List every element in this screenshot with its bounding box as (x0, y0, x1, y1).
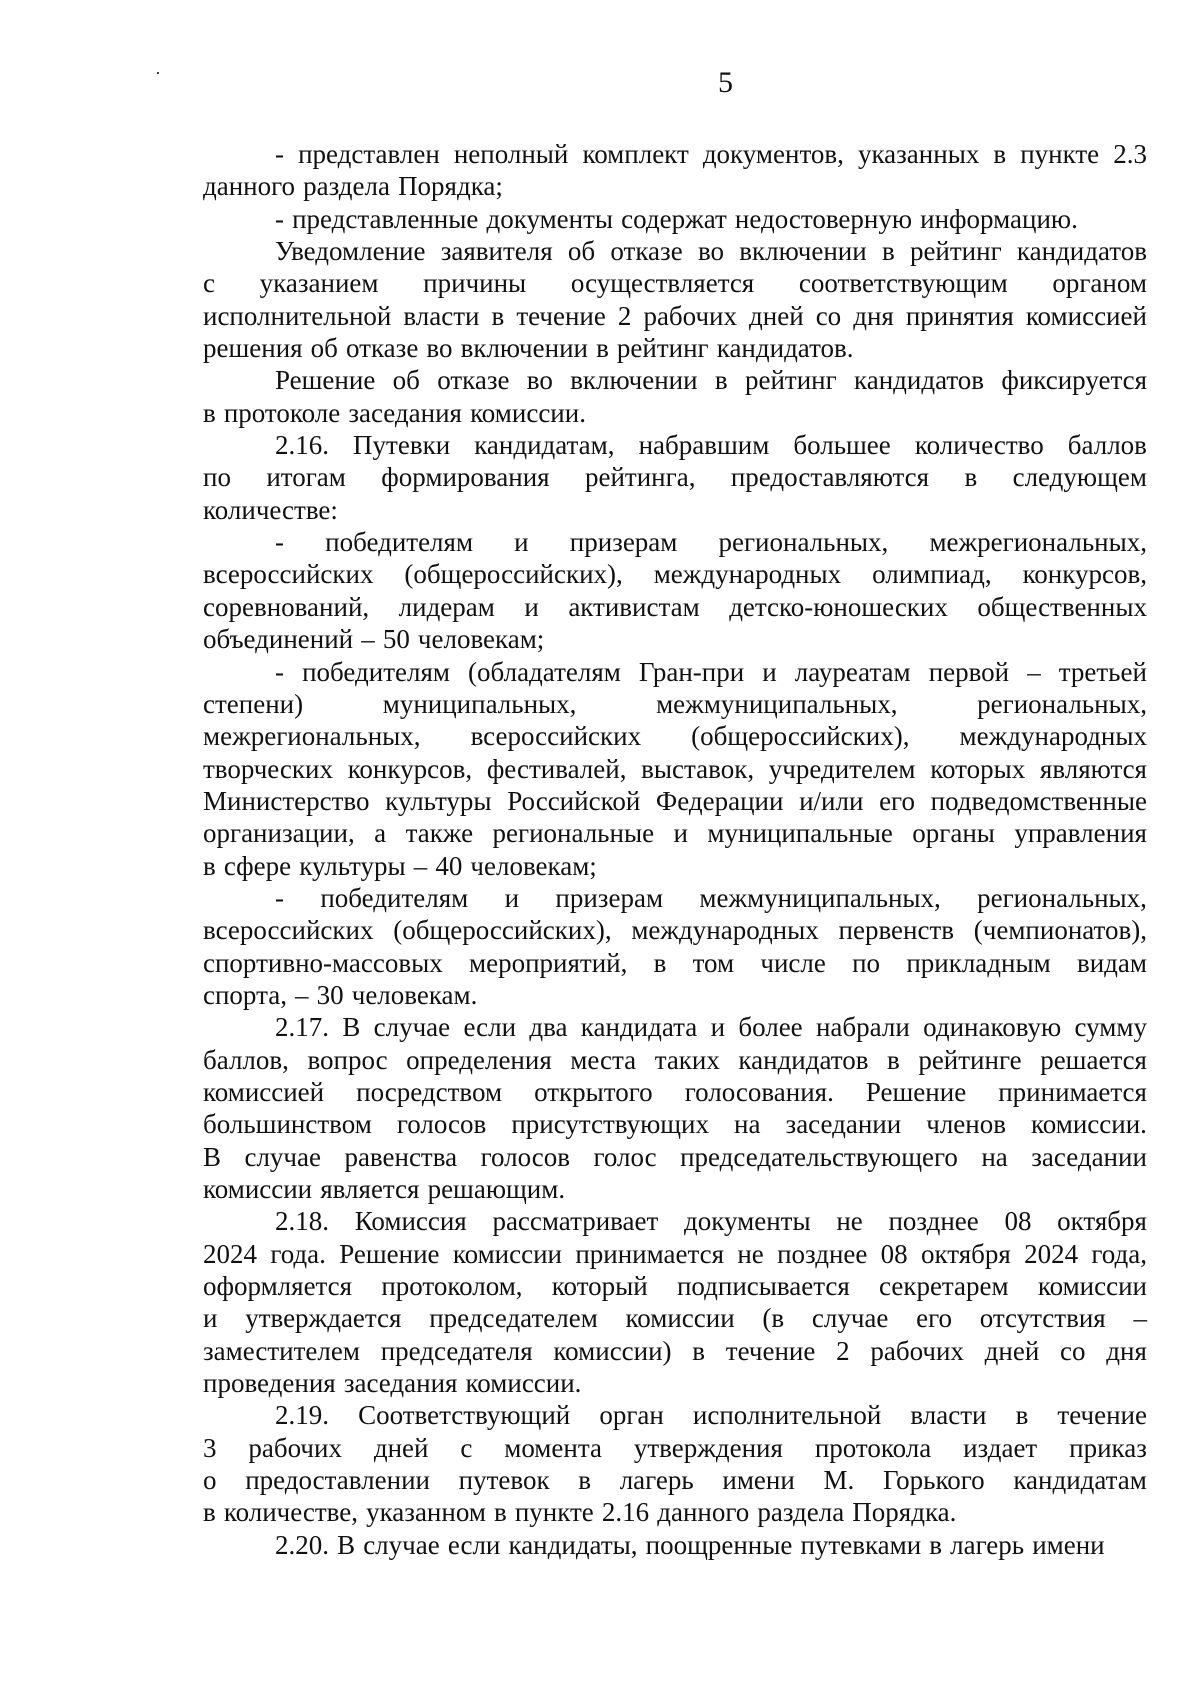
paragraph-p11 (203, 1399, 1147, 1528)
text-line: по итогам формирования рейтинга, предоставляются в следующем (203, 462, 1147, 493)
text-line: 2.17. В случае если два кандидата и более набрали одинаковую сумму (275, 1012, 1147, 1043)
text-line: всероссийских (общероссийских), международных первенств (чемпионатов), (203, 915, 1147, 946)
text-line: с указанием причины осуществляется соответствующим органом (203, 268, 1147, 299)
paragraph-p10 (203, 1205, 1147, 1399)
document-body (203, 138, 1147, 1561)
text-line: комиссией посредством открытого голосования. Решение принимается (203, 1076, 1147, 1107)
text-line: организации, а также региональные и муниципальные органы управления (203, 818, 1147, 849)
text-line: баллов, вопрос определения места таких кандидатов в рейтинге решается (203, 1044, 1147, 1075)
text-line: 2.19. Соответствующий орган исполнительной власти в течение (275, 1400, 1147, 1431)
paragraph-p6 (203, 526, 1147, 655)
text-line: и утверждается председателем комиссии (в случае его отсутствия – (203, 1303, 1147, 1334)
text-line: 2.20. В случае если кандидаты, поощренные путевками в лагерь имени (275, 1529, 1105, 1560)
text-line: 2024 года. Решение комиссии принимается не позднее 08 октября 2024 года, (203, 1238, 1147, 1269)
text-line: спортивно-массовых мероприятий, в том числе по прикладным видам (203, 947, 1147, 978)
text-line: о предоставлении путевок в лагерь имени М. Горького кандидатам (203, 1465, 1147, 1496)
text-line: Уведомление заявителя об отказе во включении в рейтинг кандидатов (275, 236, 1147, 267)
text-line: - победителям (обладателям Гран-при и лауреатам первой – третьей (275, 656, 1147, 687)
paragraph-p1 (203, 138, 1147, 203)
text-line: 2.16. Путевки кандидатам, набравшим большее количество баллов (275, 430, 1147, 461)
paragraph-p2 (203, 203, 1147, 235)
text-line: данного раздела Порядка; (203, 171, 503, 202)
paragraph-p3 (203, 235, 1147, 364)
text-line: спорта, – 30 человекам. (203, 979, 478, 1010)
paragraph-p12 (203, 1529, 1147, 1561)
text-line: объединений – 50 человекам; (203, 624, 545, 655)
text-line: в сфере культуры – 40 человекам; (203, 850, 597, 881)
text-line: оформляется протоколом, который подписывается секретарем комиссии (203, 1271, 1147, 1302)
text-line: количестве: (203, 494, 338, 525)
paragraph-p7 (203, 656, 1147, 882)
scan-speck (157, 72, 159, 74)
text-line: степени) муниципальных, межмуниципальных, региональных, (203, 688, 1147, 719)
text-line: межрегиональных, всероссийских (общероссийских), международных (203, 721, 1147, 752)
text-line: большинством голосов присутствующих на заседании членов комиссии. (203, 1109, 1147, 1140)
text-line: Министерство культуры Российской Федерации и/или его подведомственные (203, 785, 1147, 816)
text-line: исполнительной власти в течение 2 рабочих дней со дня принятия комиссией (203, 300, 1147, 331)
text-line: - победителям и призерам региональных, межрегиональных, (275, 527, 1147, 558)
paragraph-p8 (203, 882, 1147, 1011)
text-line: творческих конкурсов, фестивалей, выставок, учредителем которых являются (203, 753, 1147, 784)
text-line: - представленные документы содержат недостоверную информацию. (275, 203, 1078, 234)
text-line: соревнований, лидерам и активистам детско-юношеских общественных (203, 591, 1147, 622)
text-line: решения об отказе во включении в рейтинг кандидатов. (203, 333, 854, 364)
page-number: 5 (718, 66, 733, 99)
text-line: всероссийских (общероссийских), международных олимпиад, конкурсов, (203, 559, 1147, 590)
text-line: 3 рабочих дней с момента утверждения протокола издает приказ (203, 1432, 1147, 1463)
text-line: - представлен неполный комплект документов, указанных в пункте 2.3 (275, 139, 1147, 169)
text-line: Решение об отказе во включении в рейтинг кандидатов фиксируется (275, 365, 1147, 396)
text-line: В случае равенства голосов голос председательствующего на заседании (203, 1141, 1147, 1172)
text-line: 2.18. Комиссия рассматривает документы не позднее 08 октября (275, 1206, 1147, 1237)
text-line: заместителем председателя комиссии) в течение 2 рабочих дней со дня (203, 1335, 1147, 1366)
text-line: в количестве, указанном в пункте 2.16 данного раздела Порядка. (203, 1497, 957, 1528)
text-line: проведения заседания комиссии. (203, 1368, 582, 1399)
paragraph-p4 (203, 364, 1147, 429)
paragraph-p9 (203, 1011, 1147, 1205)
text-line: - победителям и призерам межмуниципальных, региональных, (275, 882, 1147, 913)
paragraph-p5 (203, 429, 1147, 526)
text-line: комиссии является решающим. (203, 1174, 566, 1204)
text-line: в протоколе заседания комиссии. (203, 397, 586, 428)
